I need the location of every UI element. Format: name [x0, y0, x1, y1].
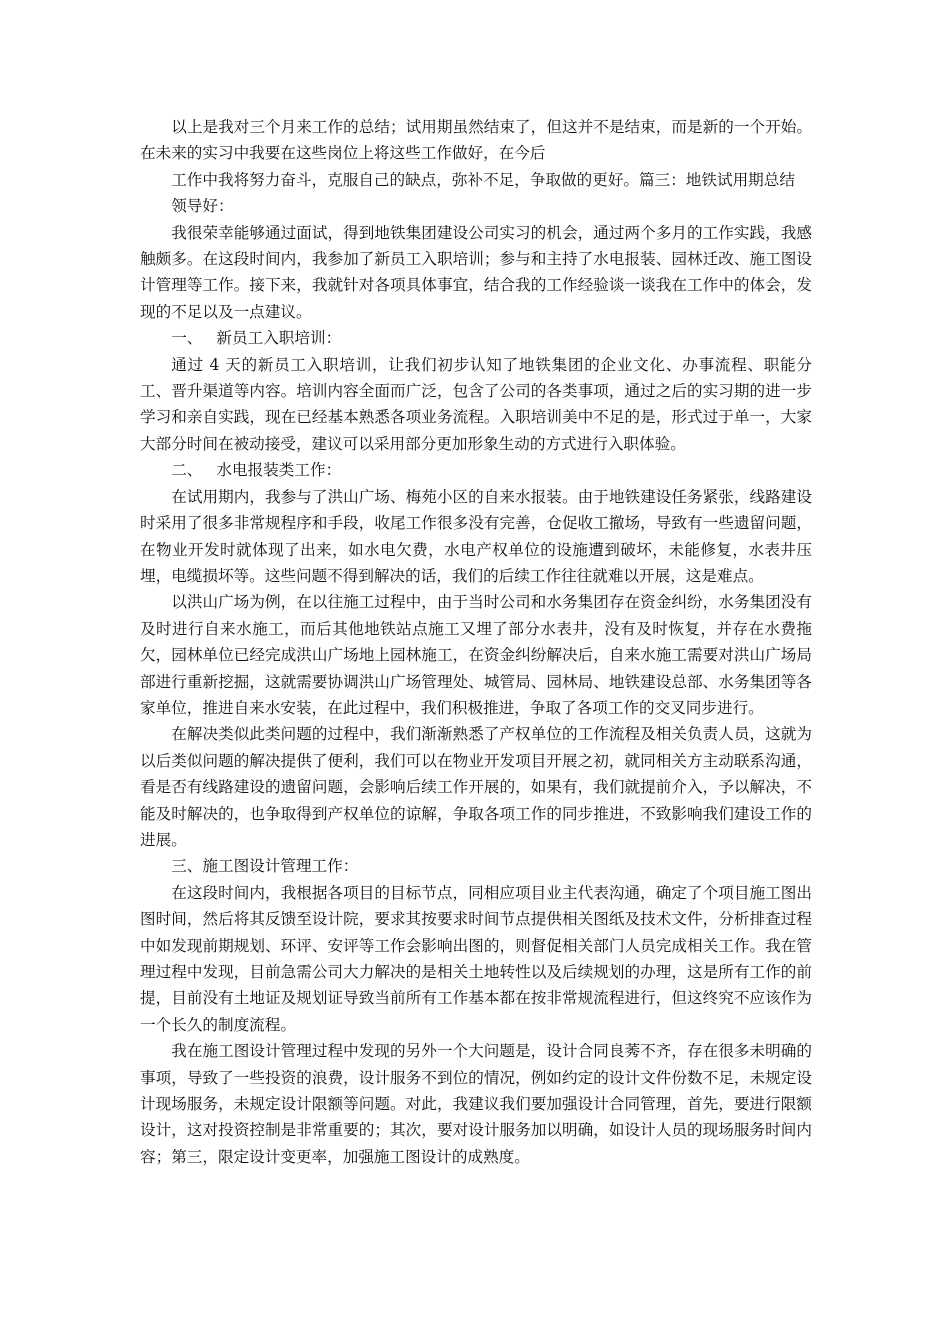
section-title: 三、施工图设计管理工作：: [171, 857, 359, 876]
paragraph-design-management: 在这段时间内，我根据各项目的目标节点，同相应项目业主代表沟通，确定了个项目施工图出图时间，然后将其反馈至设计院，要求其按要求时间节点提供相关图纸及技术文件，分析排查过程中如发现前期规划、环评、安评等工作会影响出图的，则督促相关部门人员完成相关工作。我在管理过程中发现，目前急需公司大力解决的是相关土地转性以及后续规划的办理，这是所有工作的前提，目前没有土地证及规划证导致当前所有工作基本都在按非常规流程进行，但这终究不应该作为一个长久的制度流程。: [140, 883, 812, 1034]
section-number: 二、: [171, 461, 203, 480]
paragraph-training: 通过 4 天的新员工入职培训，让我们初步认知了地铁集团的企业文化、办事流程、职能分工、晋升渠道等内容。培训内容全面而广泛，包含了公司的各类事项，通过之后的实习期的进一步学习和亲自实践，现在已经基本熟悉各项业务流程。入职培训美中不足的是，形式过于单一，大家大部分时间在被动接受，建议可以采用部分更加形象生动的方式进行入职体验。: [140, 355, 812, 453]
section-title: 新员工入职培训：: [216, 329, 342, 348]
paragraph-lessons: 在解决类似此类问题的过程中，我们渐渐熟悉了产权单位的工作流程及相关负责人员，这就为以后类似问题的解决提供了便利，我们可以在物业开发项目开展之初，就同相关方主动联系沟通，看是否有线路建设的遗留问题，会影响后续工作开展的，如果有，我们就提前介入，予以解决，不能及时解决的，也争取得到产权单位的谅解，争取各项工作的同步推进，不致影响我们建设工作的进展。: [140, 725, 812, 849]
paragraph-design-contracts: 我在施工图设计管理过程中发现的另外一个大问题是，设计合同良莠不齐，存在很多未明确的事项，导致了一些投资的浪费，设计服务不到位的情况，例如约定的设计文件份数不足，未规定设计现场服务，未规定设计限额等问题。对此，我建议我们要加强设计合同管理，首先，要进行限额设计，这对投资控制是非常重要的；其次，要对设计服务加以明确，如设计人员的现场服务时间内容；第三，限定设计变更率，加强施工图设计的成熟度。: [140, 1042, 812, 1166]
document-page: [140, 114, 812, 1170]
section-heading-3: [140, 853, 812, 879]
paragraph-hongshan-example: 以洪山广场为例，在以往施工过程中，由于当时公司和水务集团存在资金纠纷，水务集团没有及时进行自来水施工，而后其他地铁站点施工又埋了部分水表井，没有及时恢复，并存在水费拖欠，园林单位已经完成洪山广场地上园林施工，在资金纠纷解决后，自来水施工需要对洪山广场局部进行重新挖掘，这就需要协调洪山广场管理处、城管局、园林局、地铁建设总部、水务集团等各家单位，推进自来水安装，在此过程中，我们积极推进，争取了各项工作的交叉同步进行。: [140, 593, 812, 717]
salutation: 领导好：: [171, 197, 234, 216]
paragraph-utilities: 在试用期内，我参与了洪山广场、梅苑小区的自来水报装。由于地铁建设任务紧张，线路建设时采用了很多非常规程序和手段，收尾工作很多没有完善，仓促收工撤场，导致有一些遗留问题，在物业开发时就体现了出来，如水电欠费，水电产权单位的设施遭到破坏，未能修复，水表井压埋，电缆损坏等。这些问题不得到解决的话，我们的后续工作往往就难以开展，这是难点。: [140, 487, 812, 585]
paragraph-summary: 以上是我对三个月来工作的总结；试用期虽然结束了，但这并不是结束，而是新的一个开始。在未来的实习中我要在这些岗位上将这些工作做好，在今后: [140, 118, 812, 163]
section-heading-1: [140, 325, 812, 351]
section-heading-2: [140, 457, 812, 483]
paragraph-introduction: 我很荣幸能够通过面试，得到地铁集团建设公司实习的机会，通过两个多月的工作实践，我感触颇多。在这段时间内，我参加了新员工入职培训；参与和主持了水电报装、园林迁改、施工图设计管理等工作。接下来，我就针对各项具体事宜，结合我的工作经验谈一谈我在工作中的体会，发现的不足以及一点建议。: [140, 223, 812, 321]
paragraph-outlook: 工作中我将努力奋斗，克服自己的缺点，弥补不足，争取做的更好。篇三：地铁试用期总结: [171, 170, 795, 189]
section-number: 一、: [171, 329, 203, 348]
section-title: 水电报装类工作：: [216, 461, 342, 480]
